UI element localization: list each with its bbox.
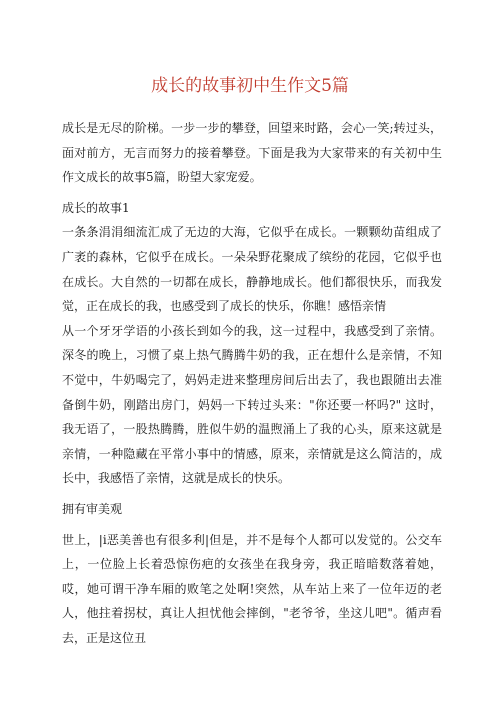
section-heading-story-1: 成长的故事1 (62, 200, 130, 215)
document-title: 成长的故事初中生作文5篇 (151, 76, 349, 96)
document-body (62, 116, 442, 650)
story-paragraph-2: 从一个牙牙学语的小孩长到如今的我，这一过程中，我感受到了亲情。深冬的晚上，习惯了桌上热气腾腾牛奶的我，正在想什么是亲情，不知不觉中，牛奶喝完了，妈妈走进来整理房间后出去了，我也跟随出去准备倒牛奶，刚踏出房门，妈妈一下转过头来："你还要一杯吗?" 这时，我无语了，一股热腾腾，胜似牛奶的温煦涌上了我的心头，原来这就是亲情，一种隐藏在平常小事中的情感，原来，亲情就是这么简洁的，成长中，我感悟了亲情，这就是成长的快乐。 (62, 323, 442, 486)
story-paragraph-1: 一条条涓涓细流汇成了无边的大海，它似乎在成长。一颗颗幼苗组成了广袤的森林，它似乎在成长。一朵朵野花聚成了缤纷的花园，它似乎也在成长。大自然的一切都在成长，静静地成长。他们都很快乐，而我发觉，正在成长的我，也感受到了成长的快乐，你瞧！感悟亲情 (62, 225, 442, 314)
section-heading-aesthetics: 拥有审美观 (62, 501, 123, 516)
story-paragraph-3: 世上，|i恶美善也有很多利|但是，并不是每个人都可以发觉的。公交车上，一位脸上长着恐惊伤疤的女孩坐在我身旁，我正暗暗数落着她，哎，她可谓干净车厢的败笔之处啊!突然，从车站上来了一位年迈的老人，他拄着拐杖，真让人担忧他会摔倒，"老爷爷，坐这儿吧"。循声看去，正是这位丑 (62, 532, 442, 645)
intro-paragraph: 成长是无尽的阶梯。一步一步的攀登，回望来时路，会心一笑;转过头，面对前方，无言而努力的接着攀登。下面是我为大家带来的有关初中生作文成长的故事5篇，盼望大家宠爱。 (62, 121, 442, 185)
